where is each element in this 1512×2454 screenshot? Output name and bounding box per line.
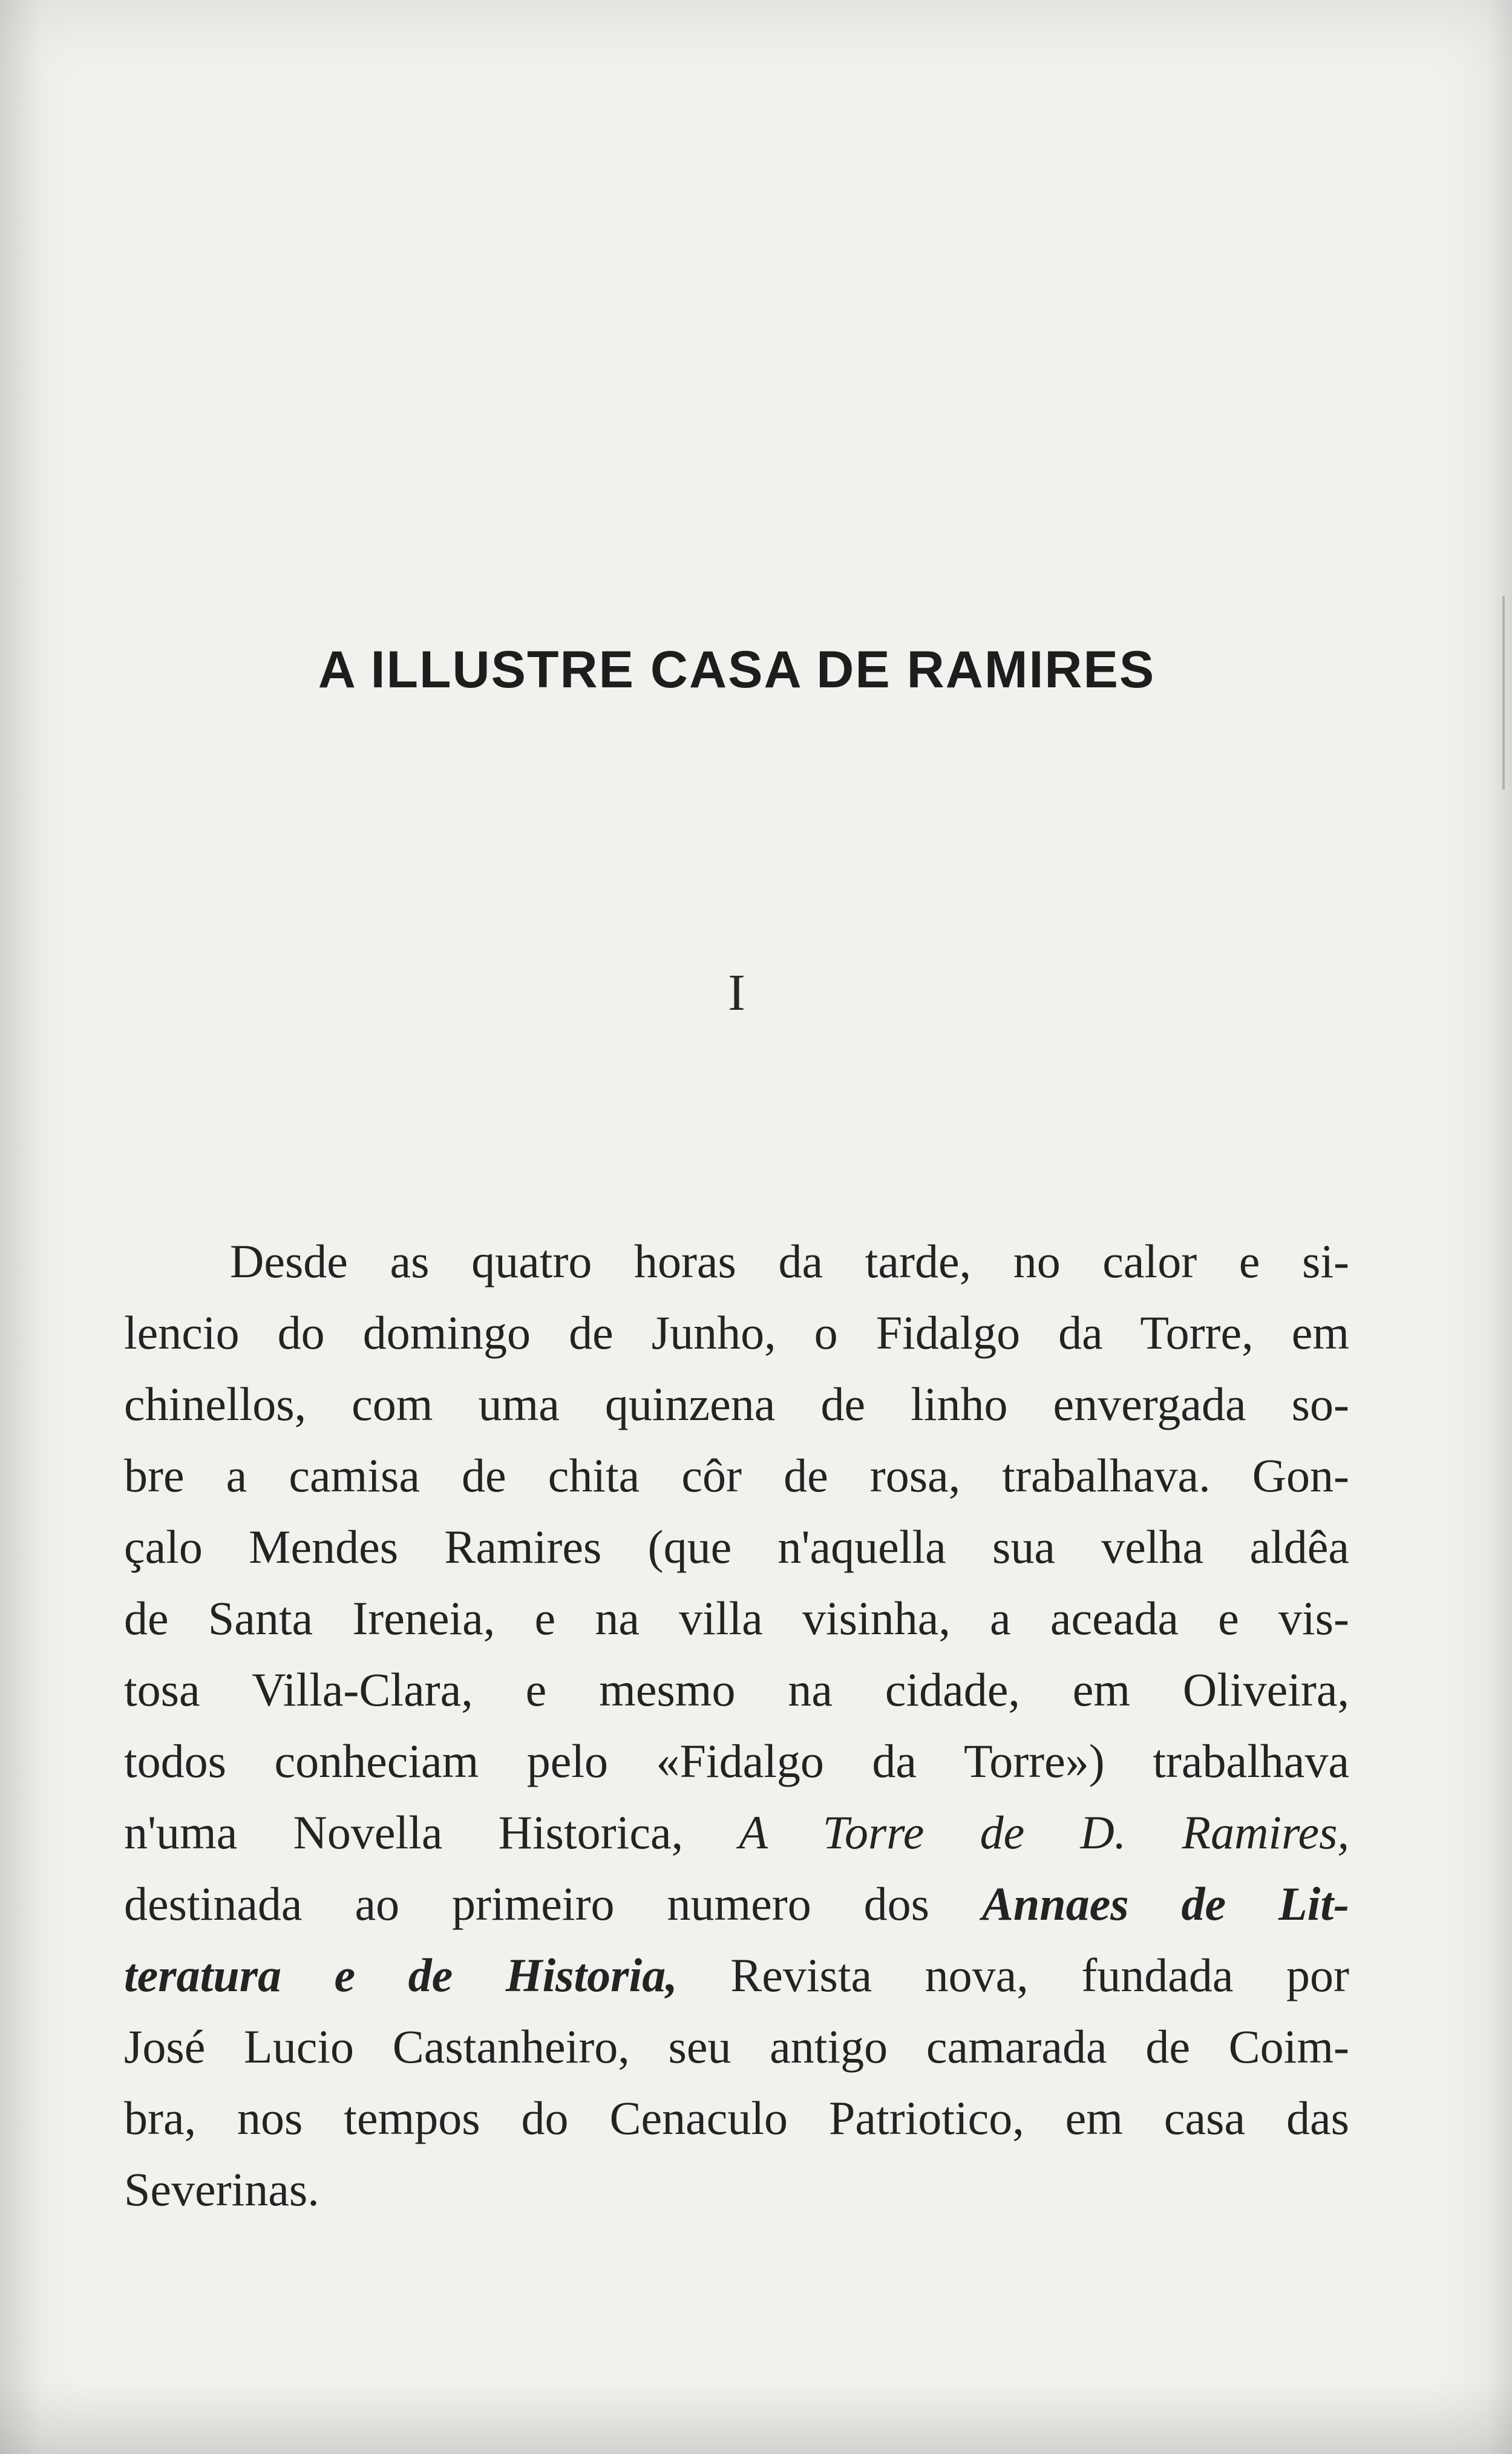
body-line	[124, 2083, 1349, 2154]
scan-edge-shading-left	[0, 0, 42, 2454]
body-segment-normal: José Lucio Castanheiro, seu antigo camarada de Coim-	[124, 2020, 1349, 2073]
scan-artifact-line	[1502, 596, 1505, 790]
body-segment-normal: bre a camisa de chita côr de rosa, trabalhava. Gon-	[124, 1449, 1349, 1502]
body-segment-italic: A Torre de D. Ramires,	[739, 1806, 1350, 1859]
scan-edge-shading-bottom	[0, 2381, 1512, 2454]
body-segment-normal: Desde as quatro horas da tarde, no calor e si-	[230, 1235, 1349, 1288]
body-segment-normal: chinellos, com uma quinzena de linho envergada so-	[124, 1378, 1349, 1430]
body-line	[124, 1369, 1349, 1440]
body-segment-bold-italic: Annaes de Lit-	[981, 1877, 1349, 1930]
body-segment-normal: de Santa Ireneia, e na villa visinha, a aceada e vis-	[124, 1592, 1349, 1644]
body-segment-normal: n'uma Novella Historica,	[124, 1806, 739, 1859]
body-line	[124, 1726, 1349, 1797]
body-line	[124, 2154, 1349, 2225]
body-segment-normal: Severinas.	[124, 2163, 319, 2216]
body-line	[124, 1654, 1349, 1726]
body-line	[124, 2011, 1349, 2083]
body-line	[124, 1297, 1349, 1369]
body-line	[124, 1583, 1349, 1654]
body-segment-normal: destinada ao primeiro numero dos	[124, 1877, 982, 1930]
body-segment-normal: tosa Villa-Clara, e mesmo na cidade, em Oliveira,	[124, 1663, 1349, 1716]
body-line	[124, 1940, 1349, 2011]
chapter-numeral: I	[728, 963, 745, 1021]
body-line	[124, 1440, 1349, 1511]
scan-edge-shading-right	[1488, 0, 1512, 2454]
body-segment-normal: bra, nos tempos do Cenaculo Patriotico, em casa das	[124, 2092, 1349, 2144]
body-segment-normal: lencio do domingo de Junho, o Fidalgo da Torre, em	[124, 1306, 1349, 1359]
body-segment-normal: todos conheciam pelo «Fidalgo da Torre») trabalhava	[124, 1735, 1349, 1787]
body-line	[124, 1797, 1349, 1868]
body-line	[124, 1226, 1349, 1297]
body-line	[124, 1868, 1349, 1940]
body-line	[124, 1511, 1349, 1583]
page-title: A ILLUSTRE CASA DE RAMIRES	[318, 641, 1156, 699]
body-text	[124, 1226, 1349, 2225]
body-segment-normal: çalo Mendes Ramires (que n'aquella sua velha aldêa	[124, 1520, 1349, 1573]
body-segment-bold-italic: teratura e de Historia,	[124, 1949, 678, 2001]
body-segment-normal: Revista nova, fundada por	[677, 1949, 1349, 2001]
